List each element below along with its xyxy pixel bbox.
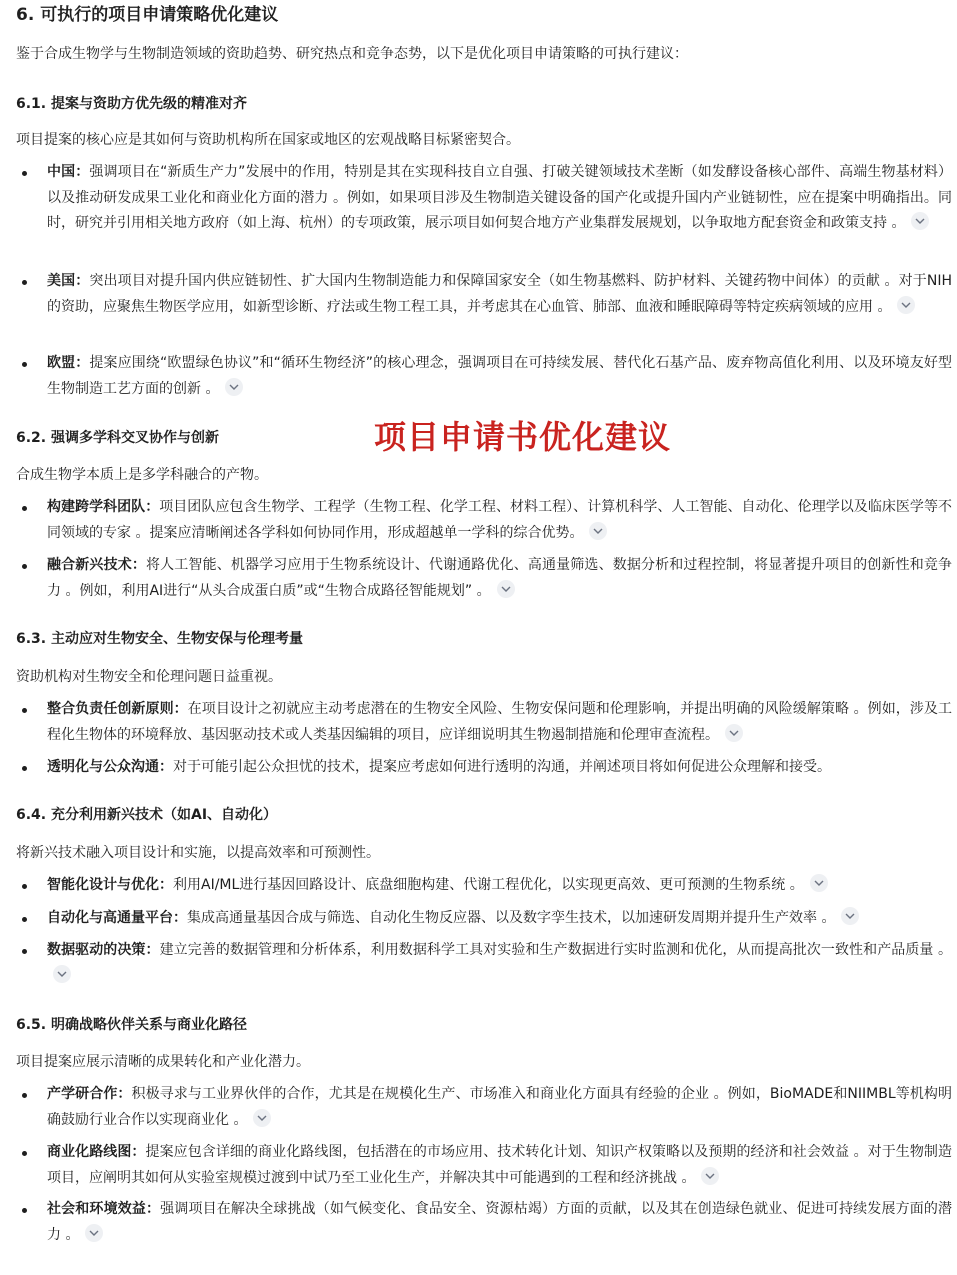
- page-intro: 鉴于合成生物学与生物制造领域的资助趋势、研究热点和竞争态势，以下是优化项目申请策略的可执行建议：: [16, 46, 688, 62]
- list-item-industry: [22, 1082, 952, 1133]
- list-item-transparency: [22, 755, 952, 781]
- bullet-dot: [22, 1093, 27, 1098]
- section-intro-6-4: 将新兴技术融入项目设计和实施，以提高效率和可预测性。: [16, 845, 380, 861]
- chevron-down-icon[interactable]: [85, 1224, 103, 1242]
- chevron-down-icon[interactable]: [725, 724, 743, 742]
- item-label: 数据驱动的决策：: [47, 942, 160, 958]
- bullet-dot: [22, 506, 27, 511]
- list-item-team: [22, 495, 952, 546]
- item-text: 集成高通量基因合成与筛选、自动化生物反应器、以及数字孪生技术，以加速研发周期并提升生产效率 。: [187, 910, 836, 926]
- section-heading-6-1: 6.1. 提案与资助方优先级的精准对齐: [16, 96, 247, 112]
- section-heading-6-4: 6.4. 充分利用新兴技术（如AI、自动化）: [16, 807, 278, 823]
- item-label: 透明化与公众沟通：: [47, 759, 173, 775]
- list-item-smart-design: [22, 873, 952, 899]
- item-label: 中国：: [47, 164, 90, 180]
- item-label: 欧盟：: [47, 355, 90, 371]
- item-text: 积极寻求与工业界伙伴的合作，尤其是在规模化生产、市场准入和商业化方面具有经验的企业 。例如，BioMADE和NIIMBL等机构明确鼓励行业合作以实现商业化 。: [47, 1086, 952, 1128]
- item-label: 智能化设计与优化：: [47, 877, 173, 893]
- section-heading-6-5: 6.5. 明确战略伙伴关系与商业化路径: [16, 1017, 247, 1033]
- list-item-china: [22, 160, 952, 237]
- bullet-dot: [22, 280, 27, 285]
- chevron-down-icon[interactable]: [253, 1109, 271, 1127]
- overlay-title: 项目申请书优化建议: [374, 418, 672, 456]
- item-text: 项目团队应包含生物学、工程学（生物工程、化学工程、材料工程）、计算机科学、人工智能、自动化、伦理学以及临床医学等不同领域的专家 。提案应清晰阐述各学科如何协同作用，形成超越单一学科的综合优势。: [47, 499, 952, 541]
- chevron-down-icon[interactable]: [810, 874, 828, 892]
- bullet-dot: [22, 171, 27, 176]
- list-item-responsible: [22, 697, 952, 748]
- item-label: 商业化路线图：: [47, 1144, 146, 1160]
- list-item-usa: [22, 269, 952, 320]
- bullet-dot: [22, 766, 27, 771]
- section-intro-6-2: 合成生物学本质上是多学科融合的产物。: [16, 467, 268, 483]
- item-text: 利用AI/ML进行基因回路设计、底盘细胞构建、代谢工程优化，以实现更高效、更可预测的生物系统 。: [173, 877, 804, 893]
- bullet-dot: [22, 564, 27, 569]
- section-heading-6-2: 6.2. 强调多学科交叉协作与创新: [16, 430, 219, 446]
- bullet-dot: [22, 949, 27, 954]
- section-intro-6-3: 资助机构对生物安全和伦理问题日益重视。: [16, 669, 282, 685]
- chevron-down-icon[interactable]: [911, 212, 929, 230]
- item-label: 融合新兴技术：: [47, 557, 146, 573]
- item-label: 构建跨学科团队：: [47, 499, 160, 515]
- item-text: 突出项目对提升国内供应链韧性、扩大国内生物制造能力和保障国家安全（如生物基燃料、防护材料、关键药物中间体）的贡献 。对于NIH的资助，应聚焦生物医学应用，如新型诊断、疗法或生物工程工具，并考虑其在心血管、肺部、血液和睡眠障碍等特定疾病领域的应用 。: [47, 273, 953, 315]
- section-intro-6-5: 项目提案应展示清晰的成果转化和产业化潜力。: [16, 1054, 310, 1070]
- item-label: 美国：: [47, 273, 90, 289]
- chevron-down-icon[interactable]: [53, 965, 71, 983]
- item-text: 强调项目在“新质生产力”发展中的作用，特别是其在实现科技自立自强、打破关键领域技术垄断（如发酵设备核心部件、高端生物基材料）以及推动研发成果工业化和商业化方面的潜力 。例如，如果项目涉及生物制造关键设备的国产化或提升国内产业链韧性，应在提案中明确指出。同时，研究并引用相关地方政府（如上海、杭州）的专项政策，展示项目如何契合地方产业集群发展规划，以争取地方配套资金和政策支持 。: [47, 164, 952, 231]
- item-text: 建立完善的数据管理和分析体系，利用数据科学工具对实验和生产数据进行实时监测和优化，从而提高批次一致性和产品质量 。: [159, 942, 953, 958]
- item-text: 强调项目在解决全球挑战（如气候变化、食品安全、资源枯竭）方面的贡献，以及其在创造绿色就业、促进可持续发展方面的潜力 。: [47, 1201, 953, 1243]
- chevron-down-icon[interactable]: [841, 907, 859, 925]
- item-label: 社会和环境效益：: [47, 1201, 161, 1217]
- page-title: 6. 可执行的项目申请策略优化建议: [16, 5, 279, 25]
- chevron-down-icon[interactable]: [589, 522, 607, 540]
- chevron-down-icon[interactable]: [497, 580, 515, 598]
- bullet-dot: [22, 1151, 27, 1156]
- item-text: 提案应围绕“欧盟绿色协议”和“循环生物经济”的核心理念，强调项目在可持续发展、替代化石基产品、废弃物高值化利用、以及环境友好型生物制造工艺方面的创新 。: [47, 355, 952, 397]
- item-text: 提案应包含详细的商业化路线图，包括潜在的市场应用、技术转化计划、知识产权策略以及预期的经济和社会效益 。对于生物制造项目，应阐明其如何从实验室规模过渡到中试乃至工业化生产，并解决其中可能遇到的工程和经济挑战 。: [47, 1144, 952, 1186]
- bullet-dot: [22, 708, 27, 713]
- list-item-roadmap: [22, 1140, 952, 1191]
- item-text: 将人工智能、机器学习应用于生物系统设计、代谢通路优化、高通量筛选、数据分析和过程控制，将显著提升项目的创新性和竞争力 。例如，利用AI进行“从头合成蛋白质”或“生物合成路径智能规划” 。: [47, 557, 952, 599]
- chevron-down-icon[interactable]: [701, 1167, 719, 1185]
- section-intro-6-1: 项目提案的核心应是其如何与资助机构所在国家或地区的宏观战略目标紧密契合。: [16, 132, 520, 148]
- item-label: 产学研合作：: [47, 1086, 132, 1102]
- list-item-social: [22, 1197, 952, 1248]
- item-text: 对于可能引起公众担忧的技术，提案应考虑如何进行透明的沟通，并阐述项目将如何促进公众理解和接受。: [173, 759, 831, 775]
- item-label: 自动化与高通量平台：: [47, 910, 187, 926]
- chevron-down-icon[interactable]: [225, 378, 243, 396]
- bullet-dot: [22, 362, 27, 367]
- section-heading-6-3: 6.3. 主动应对生物安全、生物安保与伦理考量: [16, 631, 303, 647]
- list-item-automation: [22, 906, 952, 932]
- bullet-dot: [22, 1208, 27, 1213]
- bullet-dot: [22, 884, 27, 889]
- list-item-tech: [22, 553, 952, 604]
- item-text: 在项目设计之初就应主动考虑潜在的生物安全风险、生物安保问题和伦理影响，并提出明确的风险缓解策略 。例如，涉及工程化生物体的环境释放、基因驱动技术或人类基因编辑的项目，应详细说明其生物遏制措施和伦理审查流程。: [47, 701, 953, 743]
- chevron-down-icon[interactable]: [897, 296, 915, 314]
- list-item-data-driven: [22, 938, 952, 989]
- bullet-dot: [22, 917, 27, 922]
- item-label: 整合负责任创新原则：: [47, 701, 188, 717]
- list-item-eu: [22, 351, 952, 402]
